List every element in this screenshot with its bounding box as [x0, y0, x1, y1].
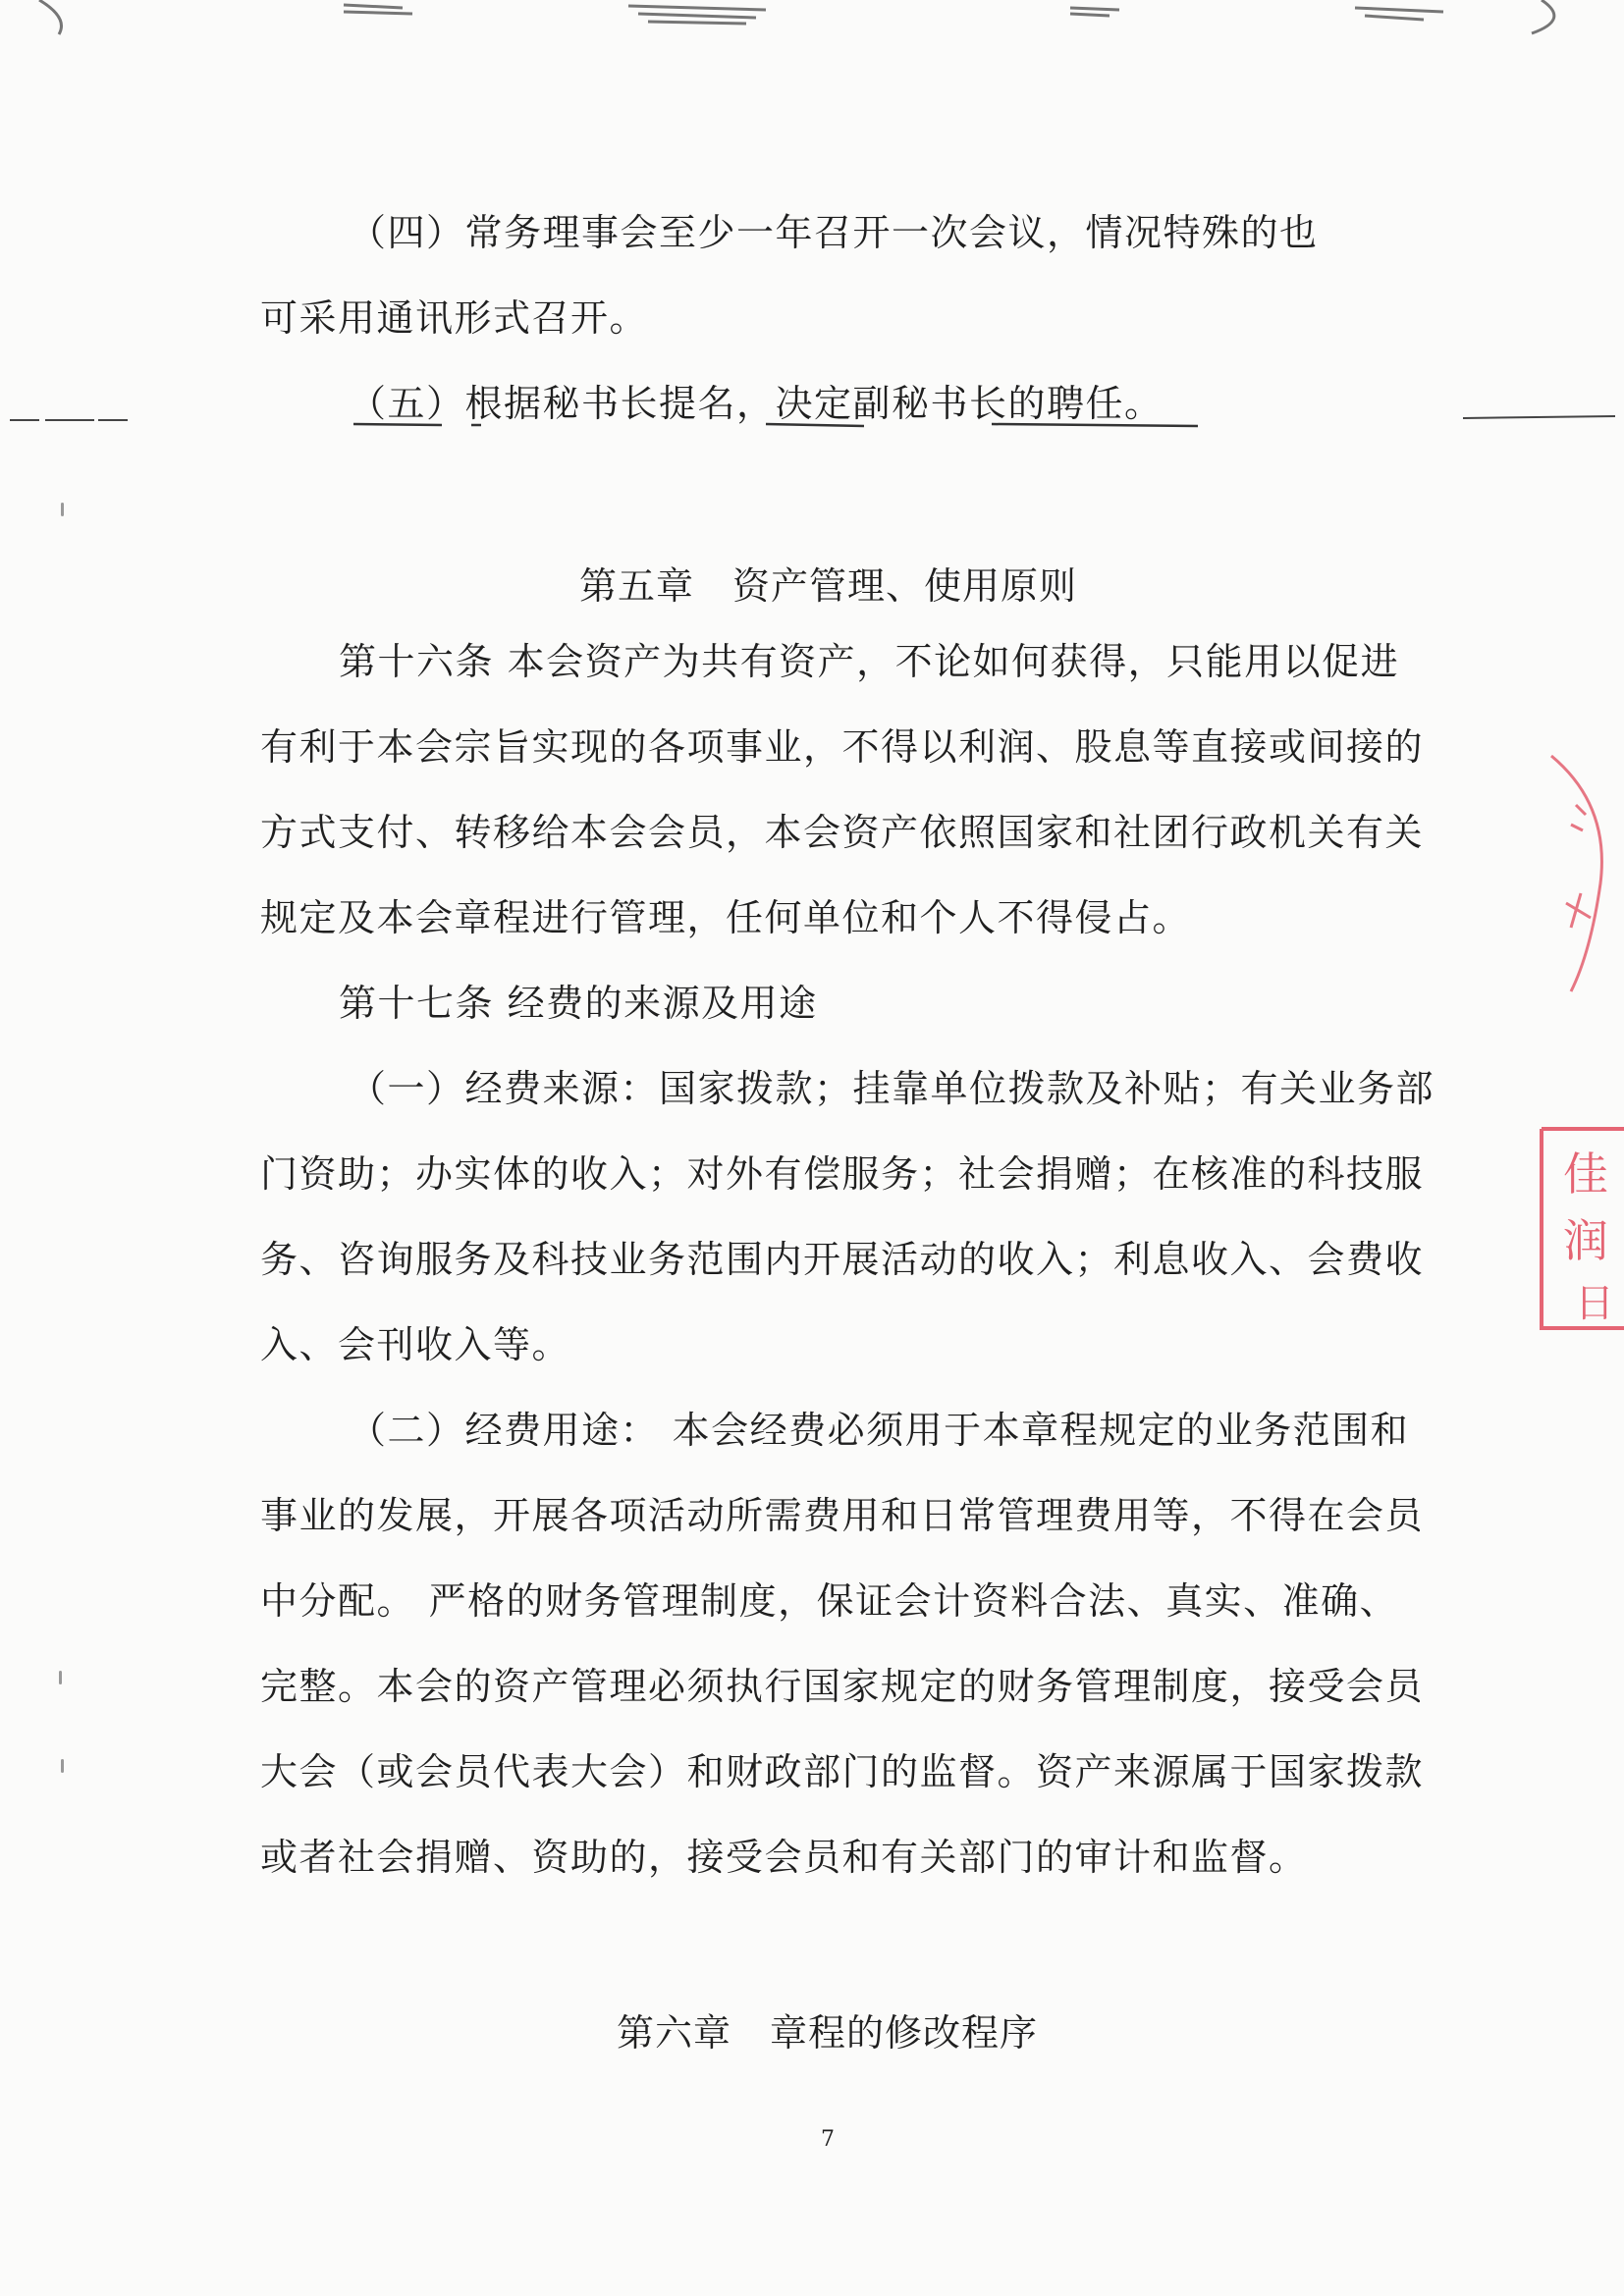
paragraph-line: 有利于本会宗旨实现的各项事业，不得以利润、股息等直接或间接的	[260, 725, 1425, 769]
paragraph-line: （一）经费来源：国家拨款；挂靠单位拨款及补贴；有关业务部	[349, 1067, 1435, 1110]
scan-speck	[59, 1671, 62, 1684]
paragraph-line: 完整。本会的资产管理必须执行国家规定的财务管理制度，接受会员	[260, 1665, 1425, 1708]
paragraph-line: 务、咨询服务及科技业务范围内开展活动的收入；利息收入、会费收	[260, 1238, 1425, 1281]
scan-artifacts-top	[0, 0, 1624, 39]
paragraph-line: （四）常务理事会至少一年召开一次会议，情况特殊的也	[349, 211, 1319, 254]
paragraph-line: 中分配。 严格的财务管理制度，保证会计资料合法、真实、准确、	[260, 1579, 1399, 1623]
chapter-six-heading: 第六章 章程的修改程序	[617, 2011, 1039, 2055]
seal-arc-stamp	[1532, 746, 1624, 1001]
seal-char: 佳	[1563, 1148, 1608, 1201]
seal-char: 日	[1575, 1281, 1614, 1326]
paragraph-line: 可采用通讯形式召开。	[260, 296, 649, 340]
paragraph-line: 事业的发展，开展各项活动所需费用和日常管理费用等，不得在会员	[260, 1494, 1425, 1537]
margin-dash-left	[0, 410, 137, 430]
paragraph-line: 规定及本会章程进行管理，任何单位和个人不得侵占。	[260, 896, 1192, 939]
paragraph-line: 或者社会捐赠、资助的，接受会员和有关部门的审计和监督。	[260, 1836, 1308, 1879]
paragraph-line: 入、会刊收入等。	[260, 1323, 571, 1366]
seal-char: 润	[1563, 1214, 1608, 1267]
paragraph-line: 第十七条 经费的来源及用途	[339, 982, 818, 1025]
paragraph-line: 方式支付、转移给本会会员，本会资产依照国家和社团行政机关有关	[260, 811, 1425, 854]
paragraph-line: 第十六条 本会资产为共有资产，不论如何获得，只能用以促进	[339, 640, 1400, 683]
paragraph-line: 门资助；办实体的收入；对外有偿服务；社会捐赠；在核准的科技服	[260, 1152, 1425, 1196]
paragraph-line: 大会（或会员代表大会）和财政部门的监督。资产来源属于国家拨款	[260, 1750, 1425, 1793]
seal-stamp-box	[1534, 1127, 1624, 1333]
chapter-five-heading: 第五章 资产管理、使用原则	[579, 564, 1078, 608]
scan-speck	[61, 1759, 64, 1773]
paragraph-line: （五）根据秘书长提名，决定副秘书长的聘任。	[349, 382, 1164, 425]
margin-dash-right	[1453, 410, 1620, 430]
paragraph-line: （二）经费用途： 本会经费必须用于本章程规定的业务范围和	[349, 1409, 1410, 1452]
scan-speck	[61, 503, 64, 516]
page-number: 7	[821, 2127, 835, 2152]
handwritten-underline	[353, 416, 1198, 434]
